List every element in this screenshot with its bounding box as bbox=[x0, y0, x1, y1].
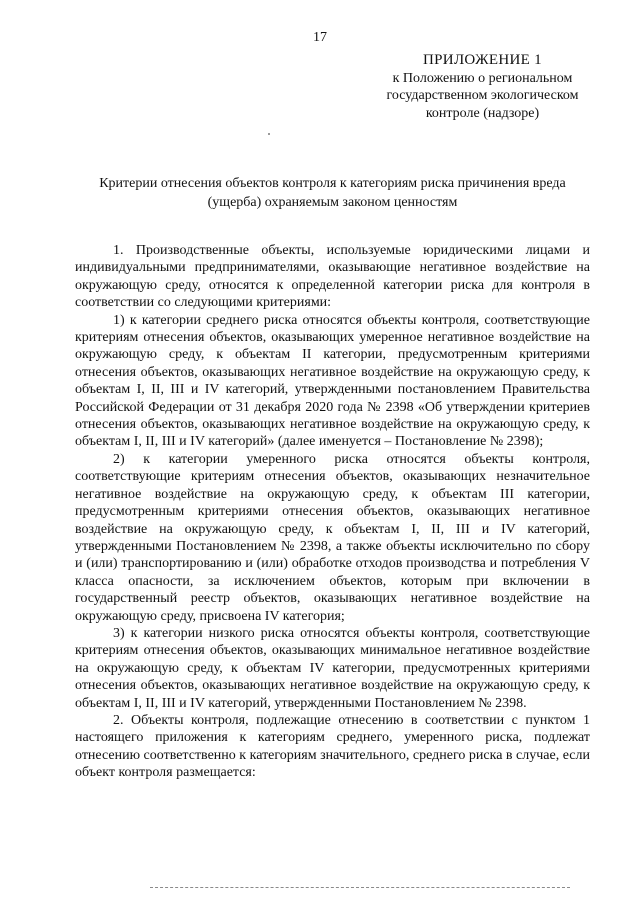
scan-edge-line bbox=[150, 887, 570, 888]
paragraph-1-3: 3) к категории низкого риска относятся объекты контроля, соответствующие критериям отнесения объектов, оказывающих минимальное негативное воздействие на окружающую среду, к объектам IV категории, предусмотренных критериями отнесения объектов, оказывающих негативное воздействие на окружающую среду, к объектам I, II, III и IV категорий, утвержденными Постановлением № 2398. bbox=[75, 625, 590, 711]
paragraph-1: 1. Производственные объекты, используемые юридическими лицами и индивидуальными предпринимателями, оказывающие негативное воздействие на окружающую среду, относятся к определенной категории риска для контроля в соответствии со следующими критериями: bbox=[75, 243, 590, 311]
document-body bbox=[75, 242, 590, 782]
document-title-line: Критерии отнесения объектов контроля к категориям риска причинения вреда bbox=[99, 176, 566, 191]
appendix-line: государственном экологическом bbox=[386, 88, 579, 103]
document-title bbox=[75, 174, 590, 212]
paragraph-1-1: 1) к категории среднего риска относятся объекты контроля, соответствующие критериям отнесения объектов, оказывающих умеренное негативное воздействие на окружающую среду, к объектам II категории, предусмотренным критериями отнесения объектов, оказывающих негативное воздействие на окружающую среду, к объектам I, II, III и IV категорий, утвержденными постановлением Правительства Российской Федерации от 31 декабря 2020 года № 2398 «Об утверждении критериев отнесения объектов, оказывающих негативное воздействие на окружающую среду, к объектам I, II, III и IV категорий» (далее именуется – Постановление № 2398); bbox=[75, 312, 590, 450]
scan-artifact bbox=[268, 133, 270, 135]
paragraph-2: 2. Объекты контроля, подлежащие отнесению в соответствии с пунктом 1 настоящего приложения к категориям среднего, умеренного риска, подлежат отнесению соответственно к категориям значительного, среднего риска в случае, если объект контроля размещается: bbox=[75, 712, 590, 781]
page-number: 17 bbox=[313, 30, 327, 45]
appendix-line: контроле (надзоре) bbox=[425, 105, 540, 121]
appendix-block bbox=[365, 52, 600, 122]
appendix-title: ПРИЛОЖЕНИЕ 1 bbox=[423, 52, 542, 68]
appendix-line: к Положению о региональном bbox=[392, 70, 573, 86]
document-title-line: (ущерба) охраняемым законом ценностям bbox=[207, 195, 458, 210]
paragraph-1-2: 2) к категории умеренного риска относятся объекты контроля, соответствующие критериям отнесения объектов, оказывающих незначительное негативное воздействие на окружающую среду, к объектам III категории, предусмотренным критериями отнесения объектов, оказывающих негативное воздействие на окружающую среду, к объектам I, II, III и IV категорий, утвержденными Постановлением № 2398, а также объекты исключительно по сбору и (или) транспортированию и (или) обработке отходов производства и потребления V класса опасности, за исключением объектов, которым при включении в государственный реестр объектов, оказывающих негативное воздействие на окружающую среду, присвоена IV категория; bbox=[75, 451, 590, 624]
